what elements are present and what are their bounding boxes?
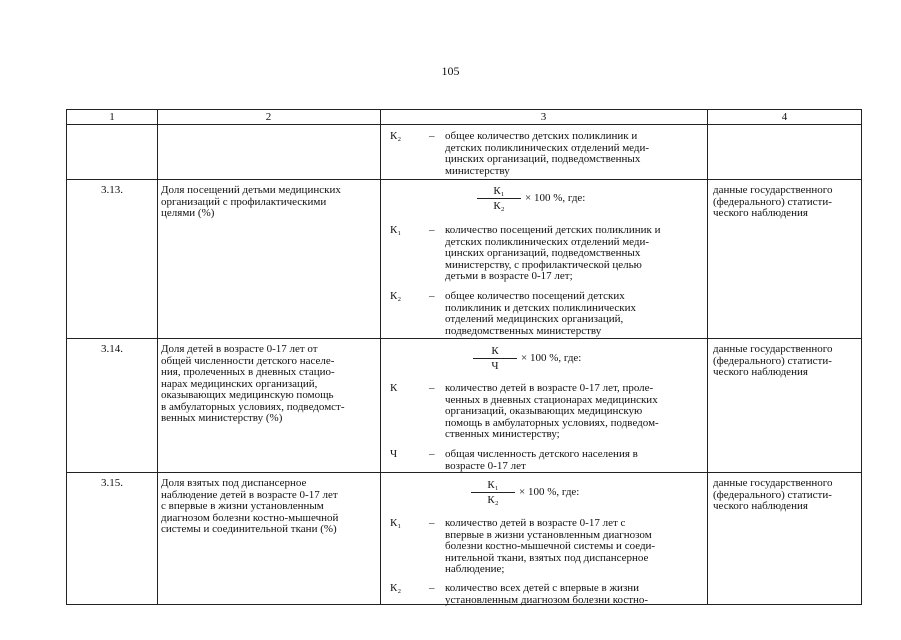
formula-numerator: К₁	[493, 185, 505, 197]
variable-definition: общее количество посещений детских поликлиник и детских поликлинических отделений медицинских организаций, подведомственных министерству	[445, 290, 637, 337]
formula-multiplier: × 100 %, где:	[521, 352, 582, 364]
definition-dash: –	[429, 448, 435, 460]
formula-numerator: К	[491, 345, 499, 357]
row-divider	[67, 179, 861, 180]
formula-multiplier: × 100 %, где:	[525, 192, 586, 204]
indicator-table	[66, 109, 862, 605]
column-divider	[157, 110, 158, 604]
formula-multiplier: × 100 %, где:	[519, 486, 580, 498]
variable-definition: количество детей в возрасте 0-17 лет, проле- ченных в дневных стационарах медицинских организаций, оказывающих медицинскую помощь в амбулаторных условиях, подведом- ственных министерству;	[445, 382, 659, 440]
row-number: 3.13.	[101, 184, 123, 196]
indicator-name: Доля детей в возрасте 0-17 лет от общей численности детского населе- ния, пролеченных в дневных стацио- нарах медицинских организаций, оказывающих медицинскую помощь в амбулаторных условиях, подведомст- венных министерству (%)	[161, 343, 345, 424]
data-source: данные государственного (федерального) статисти- ческого наблюдения	[713, 477, 833, 512]
definition-dash: –	[429, 290, 435, 302]
definition-dash: –	[429, 582, 435, 594]
variable-definition: общая численность детского населения в возрасте 0-17 лет	[445, 448, 638, 472]
page-number: 105	[441, 64, 460, 78]
definition-dash: –	[429, 130, 435, 142]
variable-symbol: К₁	[390, 224, 402, 236]
fraction-bar	[477, 198, 521, 199]
column-header-1: 1	[109, 111, 115, 123]
definition-dash: –	[429, 517, 435, 529]
column-header-2: 2	[265, 111, 272, 123]
variable-symbol: К₁	[390, 517, 402, 529]
row-number: 3.15.	[101, 477, 123, 489]
definition-dash: –	[429, 224, 435, 236]
fraction-bar	[471, 492, 515, 493]
indicator-name: Доля взятых под диспансерное наблюдение детей в возрасте 0-17 лет с впервые в жизни установленным диагнозом болезни костно-мышечной системы и соединительной ткани (%)	[161, 477, 339, 535]
variable-symbol: К	[390, 382, 398, 394]
row-divider	[67, 124, 861, 125]
column-header-4: 4	[781, 111, 788, 123]
row-number: 3.14.	[101, 343, 123, 355]
variable-symbol: К₂	[390, 582, 402, 594]
variable-definition: количество всех детей с впервые в жизни установленным диагнозом болезни костно-	[445, 582, 649, 606]
formula-denominator: К₂	[487, 494, 499, 506]
formula-denominator: Ч	[491, 360, 499, 372]
row-divider	[67, 338, 861, 339]
variable-symbol: К₂	[390, 130, 402, 142]
data-source: данные государственного (федерального) статисти- ческого наблюдения	[713, 184, 833, 219]
formula-numerator: К₁	[487, 479, 499, 491]
variable-symbol: Ч	[390, 448, 398, 460]
row-divider	[67, 472, 861, 473]
fraction-bar	[473, 358, 517, 359]
formula-denominator: К₂	[493, 200, 505, 212]
indicator-name: Доля посещений детьми медицинских организаций с профилактическими целями (%)	[161, 184, 341, 219]
data-source: данные государственного (федерального) статисти- ческого наблюдения	[713, 343, 833, 378]
definition-dash: –	[429, 382, 435, 394]
variable-definition: количество детей в возрасте 0-17 лет с впервые в жизни установленным диагнозом болезни костно-мышечной системы и соеди- нительной ткани, взятых под диспансерное наблюдение;	[445, 517, 656, 575]
variable-definition: количество посещений детских поликлиник и детских поликлинических отделений меди- цинских организаций, подведомственных министерству, с профилактической целью детьми в возрасте 0-17 лет;	[445, 224, 661, 282]
variable-symbol: К₂	[390, 290, 402, 302]
variable-definition: общее количество детских поликлиник и детских поликлинических отделений меди- цинских организаций, подведомственных министерству	[445, 130, 650, 177]
column-header-3: 3	[540, 111, 547, 123]
